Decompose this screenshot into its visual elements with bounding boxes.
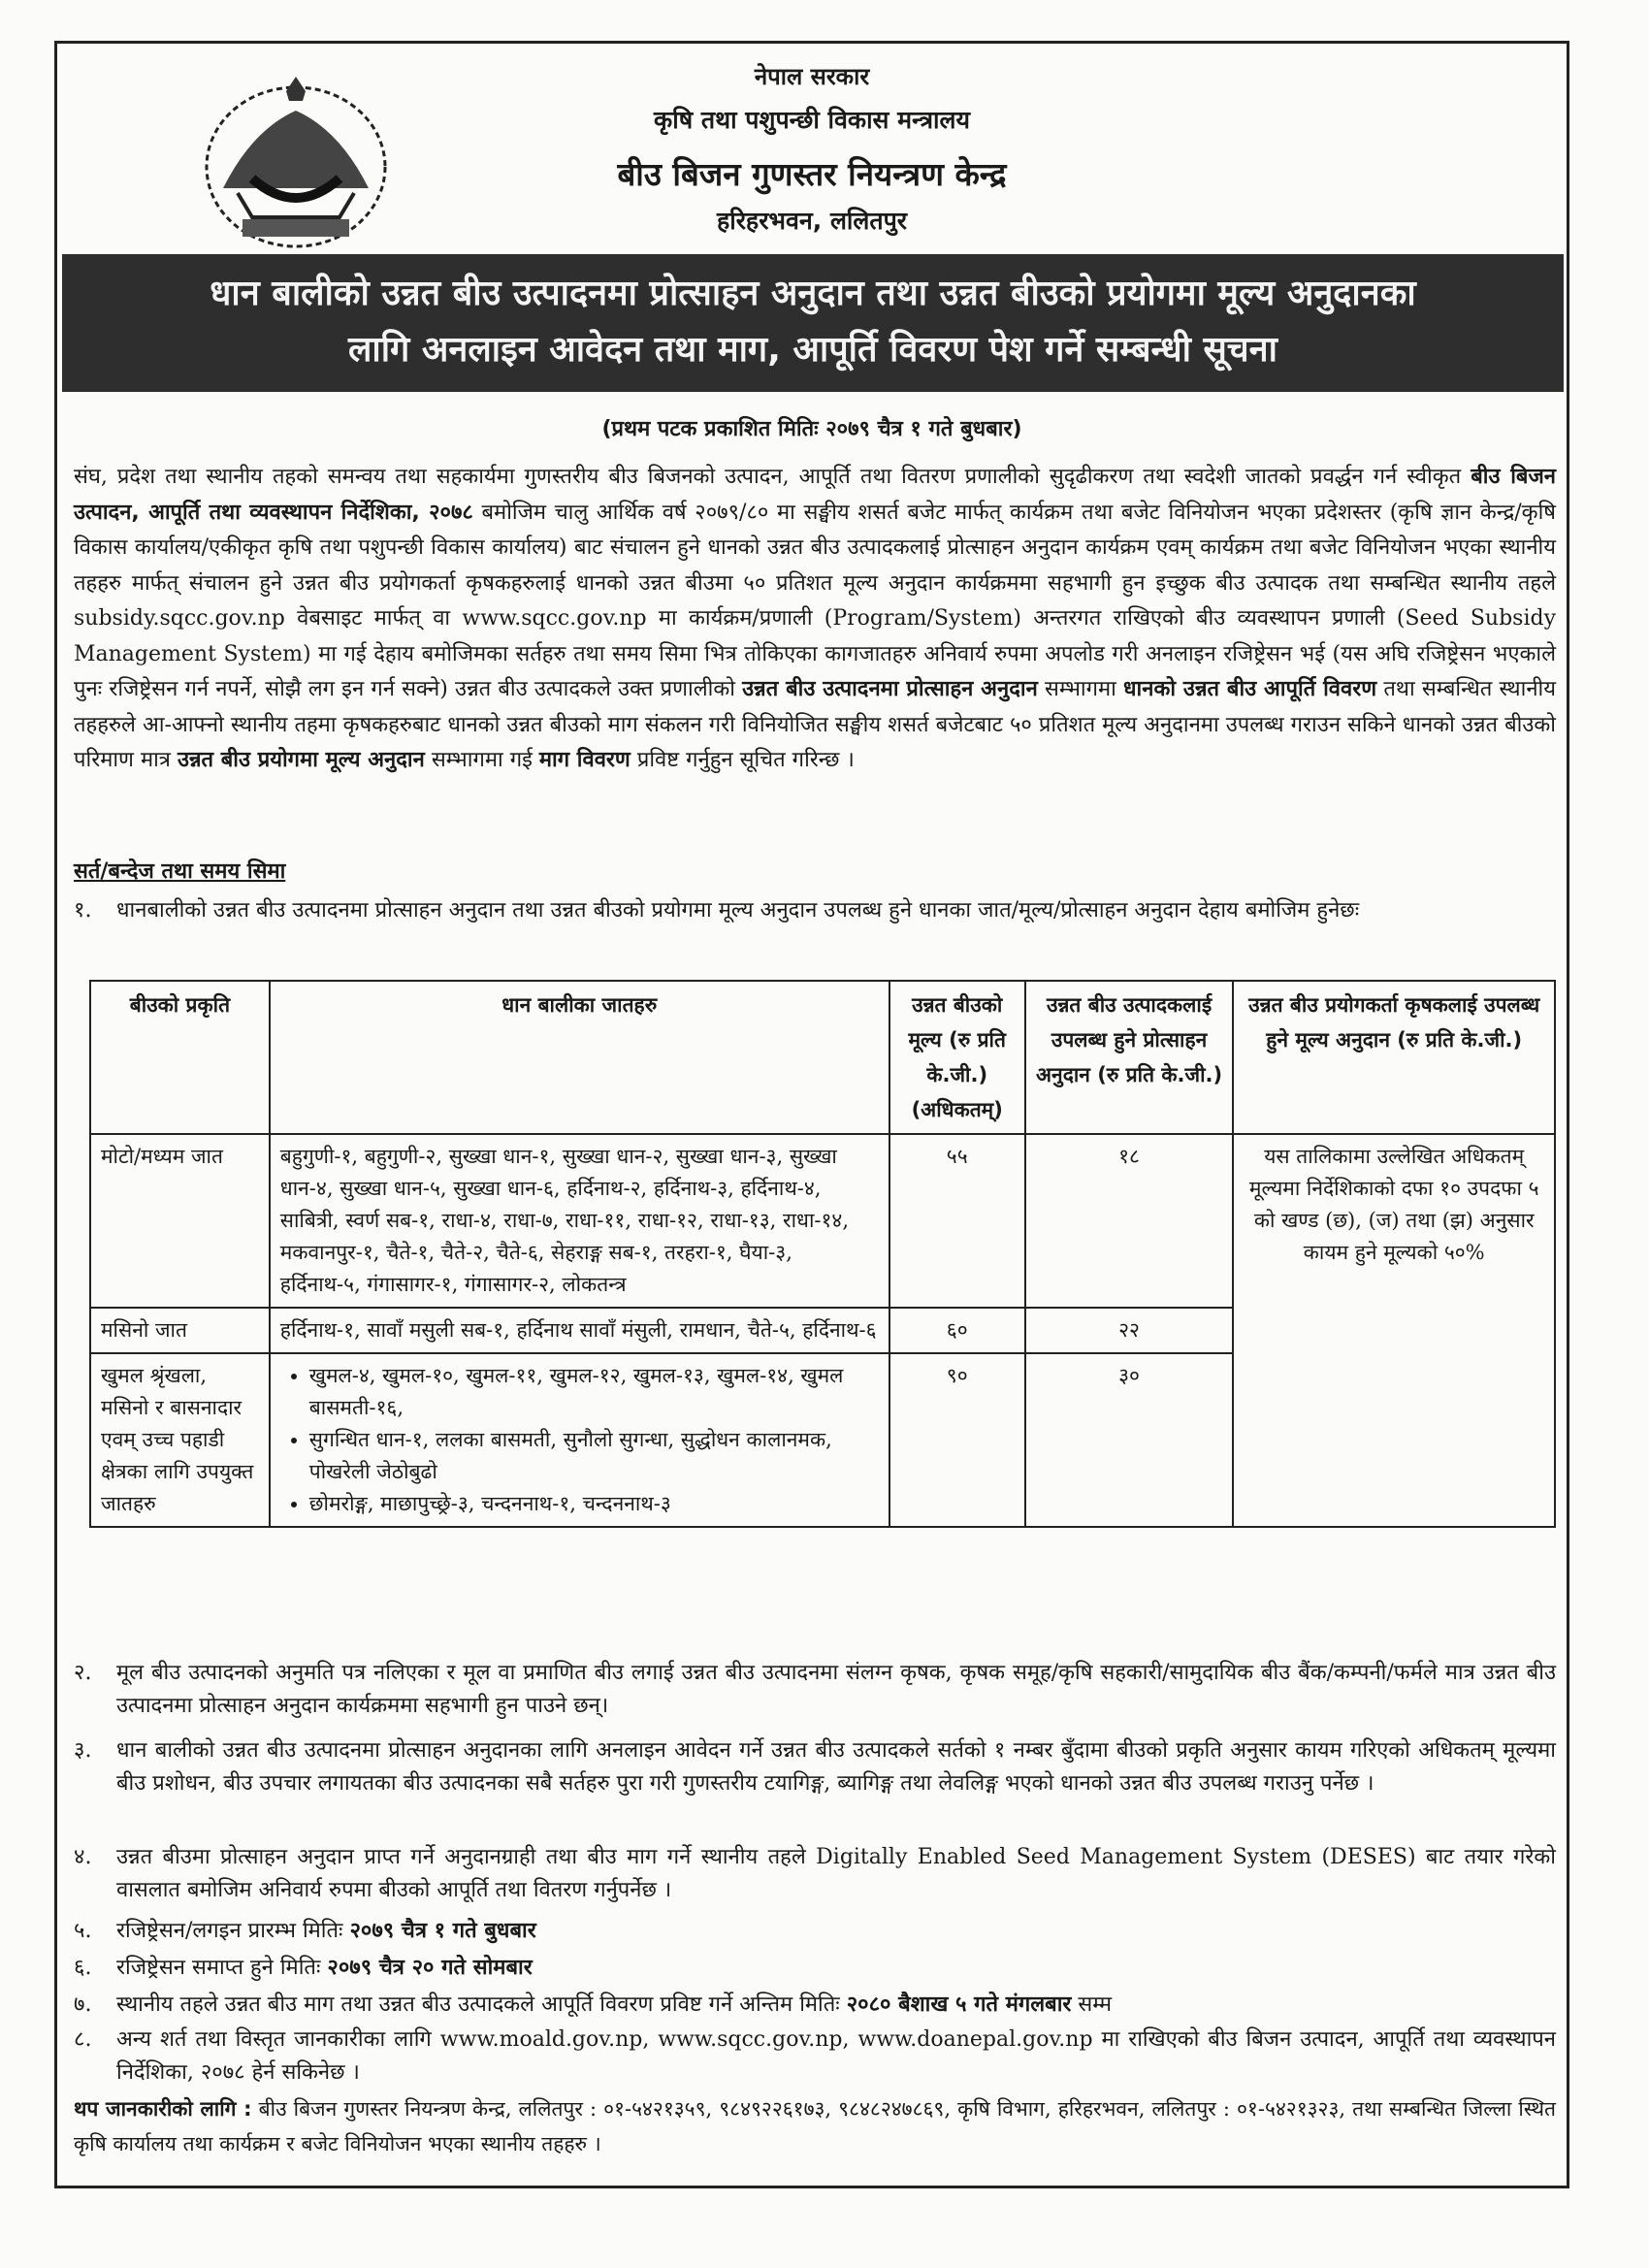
table-header: उन्नत बीउ प्रयोगकर्ता कृषकलाई उपलब्ध हुने मूल्य अनुदान (रु प्रति के.जी.) bbox=[1233, 981, 1555, 1134]
variety-list bbox=[280, 1360, 879, 1520]
item-number: ८. bbox=[74, 2027, 92, 2052]
condition-item bbox=[74, 1841, 1556, 1907]
table-header: उन्नत बीउ उत्पादकलाई उपलब्ध हुने प्रोत्साहन अनुदान (रु प्रति के.जी.) bbox=[1025, 981, 1234, 1134]
body-bold: उन्नत बीउ प्रयोगमा मूल्य अनुदान bbox=[177, 748, 425, 772]
table-header: उन्नत बीउको मूल्य (रु प्रति के.जी.) (अधिकतम्) bbox=[889, 981, 1025, 1134]
table-row bbox=[90, 1134, 1555, 1308]
varieties bbox=[270, 1353, 889, 1527]
item-number: ६. bbox=[74, 1956, 92, 1980]
body-text: तथा सम्बन्धित स्थानीय तहहरुले आ-आफ्नो स्थानीय तहमा कृषकहरुबाट धानको उन्नत बीउको माग संकलन गरी विनियोजित सङ्घीय शसर्त बजेटबाट ५० प्रतिशत मूल्य अनुदानमा उपलब्ध गराउन सकिने धानको उन्नत बीउको परिमाण मात्र bbox=[74, 677, 1556, 772]
seed-type: खुमल श्रृंखला, मसिनो र बासनादार एवम् उच्च पहाडी क्षेत्रका लागि उपयुक्त जातहरु bbox=[90, 1353, 270, 1527]
condition-item bbox=[74, 894, 1556, 927]
item-text: मूल बीउ उत्पादनको अनुमति पत्र नलिएका र मूल वा प्रमाणित बीउ लगाई उन्नत बीउ उत्पादनमा संलग्न कृषक, कृषक समूह/कृषि सहकारी/सामुदायिक बीउ बैंक/कम्पनी/फर्मले मात्र उन्नत बीउ उत्पादनमा प्रोत्साहन अनुदान कार्यक्रममा सहभागी हुन पाउने छन्। bbox=[116, 1661, 1556, 1718]
body-text: संघ, प्रदेश तथा स्थानीय तहको समन्वय तथा सहकार्यमा गुणस्तरीय बीउ बिजनको उत्पादन, आपूर्ति तथा वितरण प्रणालीको सुदृढीकरण तथा स्वदेशी जातको प्रवर्द्धन गर्न स्वीकृत bbox=[74, 465, 1471, 489]
body-text: प्रविष्ट गर्नुहुन सूचित गरिन्छ । bbox=[630, 748, 855, 772]
contact-info bbox=[74, 2091, 1556, 2161]
condition-item bbox=[74, 1952, 1556, 1985]
varieties: बहुगुणी-१, बहुगुणी-२, सुख्खा धान-१, सुख्खा धान-२, सुख्खा धान-३, सुख्खा धान-४, सुख्खा धान-५, सुख्खा धान-६, हर्दिनाथ-२, हर्दिनाथ-३, हर्दिनाथ-४, साबित्री, स्वर्ण सब-१, राधा-४, राधा-७, राधा-११, राधा-१२, राधा-१३, राधा-१४, मकवानपुर-१, चैते-१, चैते-२, चैते-६, सेहराङ्ग सब-१, तरहरा-१, घैया-३, हर्दिनाथ-५, गंगासागर-१, गंगासागर-२, लोकतन्त्र bbox=[270, 1134, 889, 1308]
item-date: २०८० बैशाख ५ गते मंगलबार bbox=[846, 1993, 1072, 2017]
item-text: उन्नत बीउमा प्रोत्साहन अनुदान प्राप्त गर्ने अनुदानग्राही तथा बीउ माग गर्ने स्थानीय तहले Digitally Enabled Seed Management System (DESES) बाट तयार गरेको वासलात बमोजिम अनिवार्य रुपमा बीउको आपूर्ति तथा वितरण गर्नुपर्नेछ । bbox=[116, 1845, 1556, 1902]
list-item: • खुमल-४, खुमल-१०, खुमल-११, खुमल-१२, खुमल-१३, खुमल-१४, खुमल बासमती-१६, bbox=[309, 1360, 879, 1424]
incentive: २२ bbox=[1025, 1308, 1234, 1353]
max-price: ६० bbox=[889, 1308, 1025, 1353]
published-date: (प्रथम पटक प्रकाशित मितिः २०७९ चैत्र १ गते बुधबार) bbox=[601, 417, 1022, 441]
contact-label: थप जानकारीको लागि : bbox=[74, 2097, 252, 2121]
seed-type: मसिनो जात bbox=[90, 1308, 270, 1353]
varieties: हर्दिनाथ-१, सावाँ मसुली सब-१, हर्दिनाथ सावाँ मंसुली, रामधान, चैते-५, हर्दिनाथ-६ bbox=[270, 1308, 889, 1353]
incentive: ३० bbox=[1025, 1353, 1234, 1527]
item-label: रजिष्ट्रेसन/लगइन प्रारम्भ मितिः bbox=[116, 1919, 350, 1943]
item-text bbox=[116, 1915, 1556, 1948]
item-text: अन्य शर्त तथा विस्तृत जानकारीका लागि www.moald.gov.np, www.sqcc.gov.np, www.doanepal.gov.np मा राखिएको बीउ बिजन उत्पादन, आपूर्ति तथा व्यवस्थापन निर्देशिका, २०७८ हेर्न सकिनेछ । bbox=[116, 2027, 1556, 2085]
govt-name: नेपाल सरकार bbox=[754, 63, 870, 90]
seed-variety-table bbox=[89, 980, 1556, 1528]
price-subsidy: यस तालिकामा उल्लेखित अधिकतम् मूल्यमा निर्देशिकाको दफा १० उपदफा ५ को खण्ड (छ), (ज) तथा (झ) अनुसार कायम हुने मूल्यको ५०% bbox=[1233, 1134, 1555, 1527]
item-number: १. bbox=[74, 898, 92, 923]
body-bold: उन्नत बीउ उत्पादनमा प्रोत्साहन अनुदान bbox=[742, 677, 1038, 701]
body-bold: माग विवरण bbox=[538, 748, 630, 772]
item-suffix: सम्म bbox=[1071, 1993, 1113, 2017]
table-header: बीउको प्रकृति bbox=[90, 981, 270, 1134]
item-number: ७. bbox=[74, 1993, 92, 2017]
condition-item bbox=[74, 1657, 1556, 1723]
item-number: ४. bbox=[74, 1845, 92, 1869]
title-line-2: लागि अनलाइन आवेदन तथा माग, आपूर्ति विवरण पेश गर्ने सम्बन्धी सूचना bbox=[348, 330, 1277, 370]
item-number: ३. bbox=[74, 1738, 92, 1763]
notice-body bbox=[74, 460, 1556, 779]
max-price: ९० bbox=[889, 1353, 1025, 1527]
item-number: २. bbox=[74, 1661, 92, 1685]
item-label: रजिष्ट्रेसन समाप्त हुने मितिः bbox=[116, 1956, 328, 1980]
condition-item bbox=[74, 2024, 1556, 2090]
body-text: बमोजिम चालु आर्थिक वर्ष २०७९/८० मा सङ्घीय शसर्त बजेट मार्फत् कार्यक्रम तथा बजेट विनियोजन भएका प्रदेशस्तर (कृषि ज्ञान केन्द्र/कृषि विकास कार्यालय/एकीकृत कृषि तथा पशुपन्छी विकास कार्यालय) बाट संचालन हुने धानको उन्नत बीउ उत्पादकलाई प्रोत्साहन अनुदान कार्यक्रम एवम् कार्यक्रम तथा बजेट विनियोजन भएका स्थानीय तहहरु मार्फत् संचालन हुने उन्नत बीउ प्रयोगकर्ता कृषकहरुलाई धानको उन्नत बीउमा ५० प्रतिशत मूल्य अनुदान कार्यक्रममा सहभागी हुन इच्छुक बीउ उत्पादक तथा सम्बन्धित स्थानीय तहले subsidy.sqcc.gov.np वेबसाइट मार्फत् वा www.sqcc.gov.np मा कार्यक्रम/प्रणाली (Program/System) अन्तरगत राखिएको बीउ व्यवस्थापन प्रणाली (Seed Subsidy Management System) मा गई देहाय बमोजिमका सर्तहरु तथा समय सिमा भित्र तोकिएका कागजातहरु अनिवार्य रुपमा अपलोड गरी अनलाइन रजिष्ट्रेसन भई (यस अघि रजिष्ट्रेसन भएकाले पुनः रजिष्ट्रेसन गर्न नपर्ने, सोझै लग इन गर्न सक्ने) उन्नत बीउ उत्पादकले उक्त प्रणालीको bbox=[74, 500, 1556, 701]
body-text: सम्भागमा गई bbox=[424, 748, 539, 772]
table-header-row bbox=[90, 981, 1555, 1134]
condition-item bbox=[74, 1989, 1556, 2022]
item-text: धानबालीको उन्नत बीउ उत्पादनमा प्रोत्साहन अनुदान तथा उन्नत बीउको प्रयोगमा मूल्य अनुदान उपलब्ध हुने धानका जात/मूल्य/प्रोत्साहन अनुदान देहाय बमोजिम हुनेछः bbox=[116, 898, 1360, 923]
contact-text: बीउ बिजन गुणस्तर नियन्त्रण केन्द्र, ललितपुर : ०१-५४२१३५९, ९८४९२२६१७३, ९८४८२४७८६९, कृषि विभाग, हरिहरभवन, ललितपुर : ०१-५४२१३२३, तथा सम्बन्धित जिल्ला स्थित कृषि कार्यालय तथा कार्यक्रम र बजेट विनियोजन भएका स्थानीय तहहरु । bbox=[74, 2097, 1556, 2155]
max-price: ५५ bbox=[889, 1134, 1025, 1308]
conditions-heading: सर्त/बन्देज तथा समय सिमा bbox=[74, 859, 286, 884]
item-text bbox=[116, 1952, 1556, 1985]
title-line-1: धान बालीको उन्नत बीउ उत्पादनमा प्रोत्साहन अनुदान तथा उन्नत बीउको प्रयोगमा मूल्य अनुदानका bbox=[210, 274, 1416, 313]
body-text: सम्भागमा bbox=[1037, 677, 1124, 701]
list-item: • छोमरोङ्ग, माछापुच्छ्रे-३, चन्दननाथ-१, चन्दननाथ-३ bbox=[309, 1488, 879, 1520]
condition-item bbox=[74, 1734, 1556, 1800]
ministry-name: कृषि तथा पशुपन्छी विकास मन्त्रालय bbox=[654, 106, 970, 134]
item-label: स्थानीय तहले उन्नत बीउ माग तथा उन्नत बीउ उत्पादकले आपूर्ति विवरण प्रविष्ट गर्ने अन्तिम मितिः bbox=[116, 1993, 847, 2017]
table-header: धान बालीका जातहरु bbox=[270, 981, 889, 1134]
item-text bbox=[116, 1989, 1556, 2022]
list-item: • सुगन्धित धान-१, ललका बासमती, सुनौलो सुगन्धा, सुद्धोधन कालानमक, पोखरेली जेठोबुढो bbox=[309, 1424, 879, 1488]
item-text: धान बालीको उन्नत बीउ उत्पादनमा प्रोत्साहन अनुदानका लागि अनलाइन आवेदन गर्ने उन्नत बीउ उत्पादकले सर्तको १ नम्बर बुँदामा बीउको प्रकृति अनुसार कायम गरिएको अधिकतम् मूल्यमा बीउ प्रशोधन, बीउ उपचार लगायतका बीउ उत्पादनका सबै सर्तहरु पुरा गरी गुणस्तरीय टयागिङ्ग, ब्यागिङ्ग तथा लेवलिङ्ग भएको धानको उन्नत बीउ उपलब्ध गराउनु पर्नेछ । bbox=[116, 1738, 1556, 1796]
center-address: हरिहरभवन, ललितपुर bbox=[716, 207, 908, 235]
body-bold: धानको उन्नत बीउ आपूर्ति विवरण bbox=[1123, 677, 1377, 701]
condition-item bbox=[74, 1915, 1556, 1948]
seed-type: मोटो/मध्यम जात bbox=[90, 1134, 270, 1308]
incentive: १८ bbox=[1025, 1134, 1234, 1308]
item-date: २०७९ चैत्र १ गते बुधबार bbox=[349, 1919, 536, 1943]
body-bold: बीउ बिजन उत्पादन, आपूर्ति तथा व्यवस्थापन निर्देशिका, २०७८ bbox=[74, 465, 1556, 525]
item-number: ५. bbox=[74, 1919, 92, 1943]
item-date: २०७९ चैत्र २० गते सोमबार bbox=[327, 1956, 533, 1980]
center-name: बीउ बिजन गुणस्तर नियन्त्रण केन्द्र bbox=[617, 155, 1007, 193]
notice-title-banner bbox=[62, 254, 1564, 392]
